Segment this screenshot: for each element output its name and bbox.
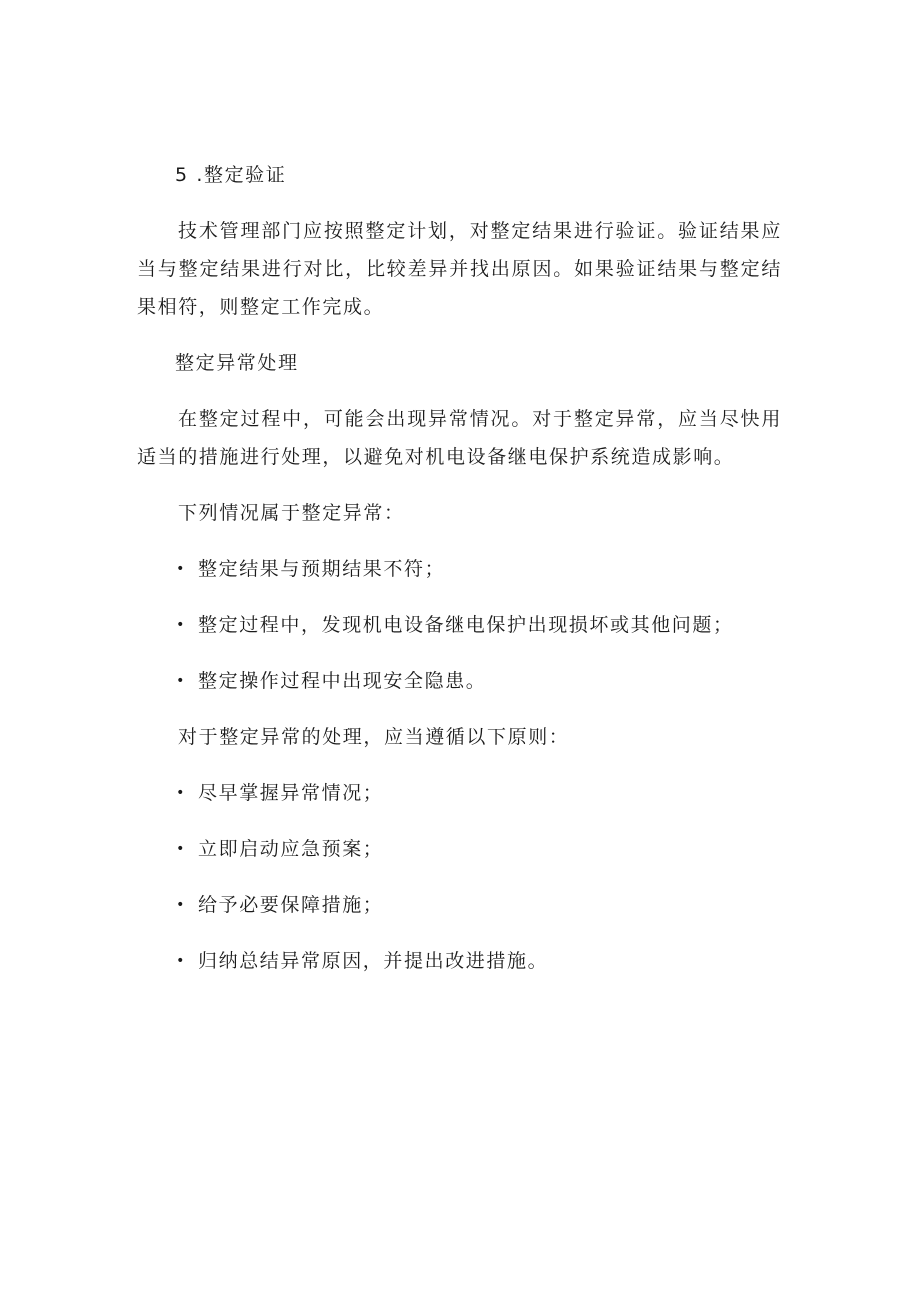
list-item-text: 归纳总结异常原因，并提出改进措施。: [198, 950, 549, 972]
document-body: [137, 156, 782, 998]
list-item: [137, 942, 782, 980]
list-item-text: 尽早掌握异常情况；: [198, 782, 384, 804]
list-item: [137, 830, 782, 868]
list-item: [137, 774, 782, 812]
bullet-icon: •: [176, 561, 186, 577]
bullet-icon: •: [176, 841, 186, 857]
list-item-text: 整定结果与预期结果不符；: [198, 558, 446, 580]
bullet-icon: •: [176, 897, 186, 913]
abnormal-cases-list: [137, 550, 782, 700]
list-item: [137, 606, 782, 644]
abnormal-paragraph: 在整定过程中，可能会出现异常情况。对于整定异常，应当尽快用适当的措施进行处理，以避免对机电设备继电保护系统造成影响。: [137, 408, 782, 468]
principles-list: [137, 774, 782, 980]
list-item: [137, 662, 782, 700]
bullet-icon: •: [176, 617, 186, 633]
section-heading-abnormal: 整定异常处理: [175, 352, 299, 374]
list-item-text: 给予必要保障措施；: [198, 894, 384, 916]
list-item: [137, 550, 782, 588]
list-item-text: 立即启动应急预案；: [198, 838, 384, 860]
bullet-icon: •: [176, 785, 186, 801]
list-item-text: 整定过程中，发现机电设备继电保护出现损坏或其他问题；: [198, 614, 734, 636]
principles-intro: 对于整定异常的处理，应当遵循以下原则：: [178, 726, 570, 748]
bullet-icon: •: [176, 953, 186, 969]
list-item-text: 整定操作过程中出现安全隐患。: [198, 670, 487, 692]
section-heading-verification: 5 .整定验证: [175, 164, 287, 186]
verification-paragraph: 技术管理部门应按照整定计划，对整定结果进行验证。验证结果应当与整定结果进行对比，比较差异并找出原因。如果验证结果与整定结果相符，则整定工作完成。: [137, 220, 782, 318]
list-item: [137, 886, 782, 924]
bullet-icon: •: [176, 673, 186, 689]
cases-intro: 下列情况属于整定异常：: [178, 502, 405, 524]
